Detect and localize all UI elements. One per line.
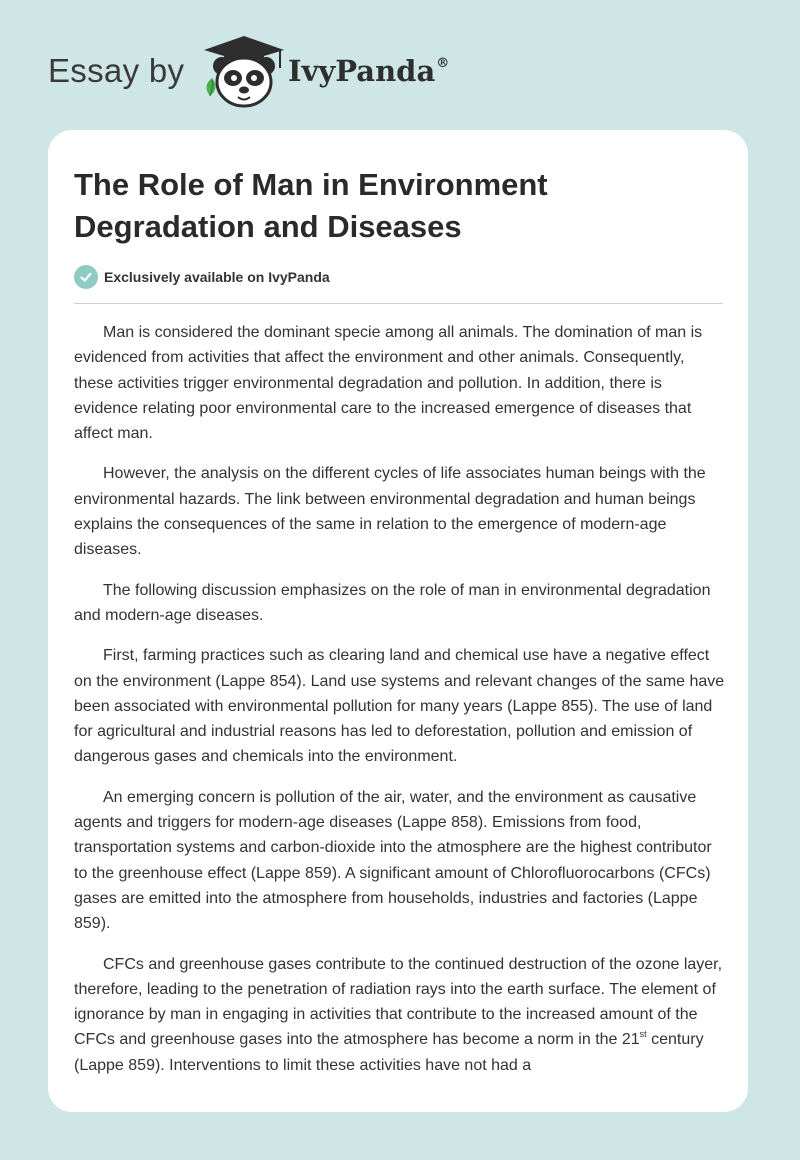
- paragraph: Man is considered the dominant specie among all animals. The domination of man is evidenced from activities that affect the environment and other animals. Consequently, these activities trigger environmental degradation and pollution. In addition, there is evidence relating poor environmental care to the increased emergence of diseases that affect man.: [74, 324, 703, 443]
- site-header: [0, 0, 800, 130]
- paragraph: However, the analysis on the different cycles of life associates human beings with the environmental hazards. The link between environmental degradation and human beings explains the consequences of the same in relation to the emergence of modern-age diseases.: [74, 465, 706, 559]
- page-title: The Role of Man in Environment Degradation and Diseases: [74, 167, 548, 244]
- paragraph: CFCs and greenhouse gases contribute to the continued destruction of the ozone layer, therefore, leading to the penetration of radiation rays into the earth surface. The element of ignorance by man in engaging in activities that contribute to the increased amount of the CFCs and greenhouse gases into the atmosphere has become a norm in the 21st century (Lappe 859). Interventions to limit these activities have not had a: [74, 955, 723, 1074]
- exclusive-badge: [74, 264, 330, 290]
- brand-prefix: Essay by: [48, 52, 185, 89]
- essay-card: [48, 130, 748, 1112]
- paragraph: The following discussion emphasizes on the role of man in environmental degradation and modern-age diseases.: [74, 581, 711, 624]
- check-icon: [74, 265, 98, 289]
- exclusive-label: Exclusively available on IvyPanda: [104, 269, 330, 285]
- divider: [74, 303, 723, 304]
- paragraph: First, farming practices such as clearing land and chemical use have a negative effect on the environment (Lappe 854). Land use systems and relevant changes of the same have been associated with environmental pollution for many years (Lappe 855). The use of land for agricultural and industrial reasons has led to deforestation, pollution and emission of dangerous gases and chemicals into the environment.: [74, 647, 725, 766]
- registered-mark: ®: [436, 56, 450, 71]
- paragraph: An emerging concern is pollution of the air, water, and the environment as causative agents and triggers for modern-age diseases (Lappe 858). Emissions from food, transportation systems and carbon-dioxide into the atmosphere are the highest contributor to the greenhouse effect (Lappe 859). A significant amount of Chlorofluorocarbons (CFCs) gases are emitted into the atmosphere from households, industries and factories (Lappe 859).: [74, 788, 712, 933]
- panda-graduate-icon[interactable]: [200, 34, 290, 110]
- brand-name[interactable]: IvyPanda®: [288, 54, 450, 88]
- ordinal-suffix: st: [639, 1029, 647, 1040]
- essay-body: [74, 320, 726, 1093]
